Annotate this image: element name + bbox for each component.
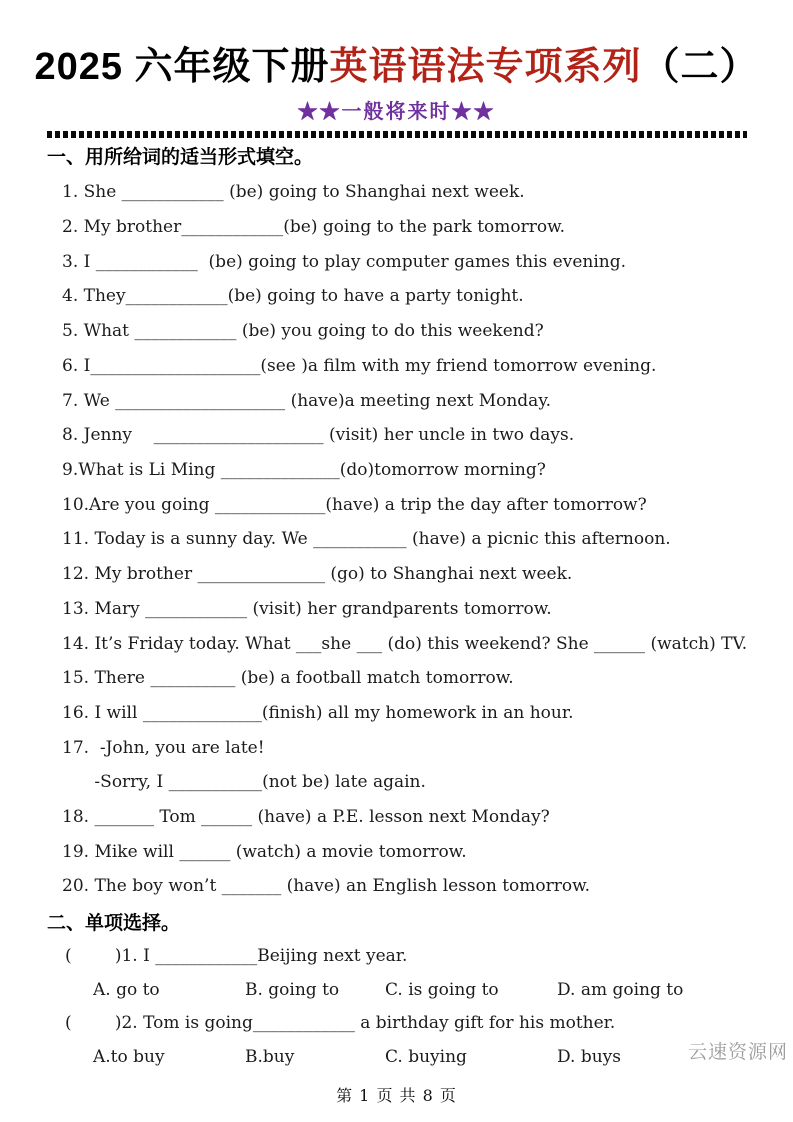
- title-highlight: 英语语法专项系列: [329, 46, 642, 88]
- question-line-11: 11. Today is a sunny day. We ___________ (have) a picnic this afternoon.: [62, 529, 671, 550]
- question-line-12: 12. My brother _______________ (go) to Shanghai next week.: [62, 564, 573, 585]
- mcq-2-option-c: C. buying: [385, 1046, 467, 1067]
- question-line-2: 2. My brother____________(be) going to the park tomorrow.: [62, 217, 566, 238]
- question-line-5: 5. What ____________ (be) you going to do this weekend?: [62, 321, 544, 342]
- question-line-14: 14. It’s Friday today. What ___she ___ (do) this weekend? She ______ (watch) TV.: [62, 633, 748, 654]
- mcq-2-option-a: A.to buy: [93, 1046, 165, 1067]
- question-line-1: 1. She ____________ (be) going to Shanghai next week.: [62, 182, 525, 203]
- question-line-20: 20. The boy won’t _______ (have) an English lesson tomorrow.: [62, 876, 591, 897]
- title-suffix: （二）: [641, 46, 759, 88]
- mcq-1-options: [93, 974, 793, 1008]
- page-title: [10, 44, 783, 90]
- question-line-3: 3. I ____________ (be) going to play computer games this evening.: [62, 251, 627, 272]
- question-line-16: 16. I will ______________(finish) all my homework in an hour.: [62, 702, 574, 723]
- question-line-17b: -Sorry, I ___________(not be) late again.: [62, 772, 426, 793]
- mcq-2-option-b: B.buy: [245, 1046, 295, 1067]
- question-line-4: 4. They____________(be) going to have a party tonight.: [62, 286, 524, 307]
- question-line-19: 19. Mike will ______ (watch) a movie tomorrow.: [62, 841, 467, 862]
- section2-heading: 二、单项选择。: [47, 913, 181, 935]
- question-line-10: 10.Are you going _____________(have) a trip the day after tomorrow?: [62, 494, 647, 515]
- question-line-9: 9.What is Li Ming ______________(do)tomorrow morning?: [62, 459, 546, 480]
- question-line-18: 18. _______ Tom ______ (have) a P.E. lesson next Monday?: [62, 807, 550, 828]
- mcq-1-option-c: C. is going to: [385, 979, 499, 1000]
- mcq-2-stem: ( )2. Tom is going____________ a birthday gift for his mother.: [65, 1013, 616, 1034]
- mcq-2-option-d: D. buys: [557, 1046, 621, 1067]
- topic-subtitle: ★★一般将来时★★: [297, 101, 496, 124]
- watermark: 云速资源网: [687, 1041, 788, 1063]
- section1-heading: 一、用所给词的适当形式填空。: [47, 147, 314, 169]
- multiple-choice-questions: [0, 940, 793, 1074]
- question-line-15: 15. There __________ (be) a football match tomorrow.: [62, 668, 514, 689]
- dotted-divider: [47, 131, 747, 138]
- page-footer: 第 1 页 共 8 页: [336, 1086, 457, 1105]
- question-line-7: 7. We ____________________ (have)a meeting next Monday.: [62, 390, 552, 411]
- question-line-8: 8. Jenny ____________________ (visit) her uncle in two days.: [62, 425, 575, 446]
- mcq-1-option-b: B. going to: [245, 979, 340, 1000]
- mcq-1-stem: ( )1. I ____________Beijing next year.: [65, 946, 408, 967]
- fill-blank-questions: [0, 175, 793, 904]
- mcq-1-option-d: D. am going to: [557, 979, 684, 1000]
- question-line-13: 13. Mary ____________ (visit) her grandparents tomorrow.: [62, 598, 552, 619]
- title-prefix: 2025 六年级下册: [34, 46, 330, 88]
- mcq-1-option-a: A. go to: [93, 979, 160, 1000]
- question-line-6: 6. I____________________(see )a film with my friend tomorrow evening.: [62, 355, 657, 376]
- question-line-17a: 17. -John, you are late!: [62, 737, 265, 758]
